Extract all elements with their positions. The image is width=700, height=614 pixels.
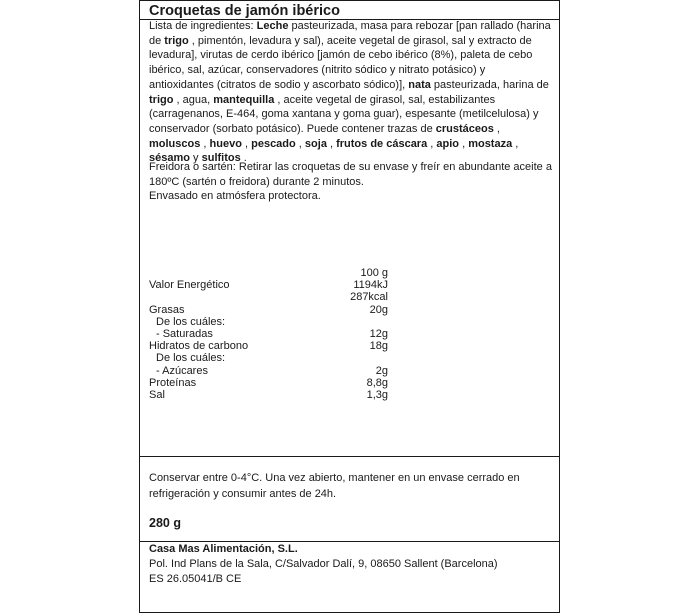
nutrition-row <box>149 316 389 328</box>
ingredient-text: Lista de ingredientes: <box>149 20 257 32</box>
nutrient-name: Sal <box>149 388 165 401</box>
ingredient-text: , <box>200 137 210 150</box>
storage-instructions <box>149 470 553 502</box>
allergen-text: apio <box>436 137 460 150</box>
ingredient-text: , <box>493 122 500 135</box>
ingredients-list <box>149 19 553 166</box>
nutrient-name: De los cuáles: <box>156 352 226 365</box>
allergen-text: sésamo <box>149 152 190 165</box>
ingredient-text: , <box>295 137 305 150</box>
allergen-text: trigo <box>164 34 189 47</box>
company-info <box>149 542 553 587</box>
nutrient-name: De los cuáles: <box>156 315 226 328</box>
company-address: Pol. Ind Plans de la Sala, C/Salvador Dalí, 9, 08650 Sallent (Barcelona) <box>149 558 498 570</box>
nutrition-per-amount: 100 g <box>360 267 388 279</box>
nutrition-row <box>149 304 389 316</box>
nutrition-row <box>149 279 389 291</box>
allergen-text: sulfitos <box>201 152 241 165</box>
ingredient-text: , <box>241 137 252 150</box>
nutrient-value: 20g <box>369 303 388 316</box>
allergen-text: soja <box>304 137 327 150</box>
preparation-line: 180ºC (sartén o freidora) durante 2 minutos. <box>149 175 364 188</box>
nutrient-value: 1194kJ <box>353 279 388 292</box>
net-weight: 280 g <box>149 516 181 530</box>
nutrient-value: 18g <box>369 340 388 353</box>
ingredient-text: pasteurizada, harina de <box>430 78 549 91</box>
nutrient-name: - Azúcares <box>156 364 208 377</box>
nutrition-header-row <box>149 267 389 279</box>
ingredient-text: , aceite vegetal de girasol, sal, estabilizantes (carragenanos, E-464, goma xantana y goma guar), espesante (metilcelulosa) y conservador (sorbato potásico). Puede contener trazas de <box>149 93 539 135</box>
nutrition-row <box>149 365 389 377</box>
nutrition-row <box>149 291 389 303</box>
nutrition-row <box>149 377 389 389</box>
preparation-instructions <box>149 160 553 204</box>
ingredient-text: , <box>427 137 437 150</box>
nutrient-value: 2g <box>375 364 388 377</box>
allergen-text: Leche <box>256 20 289 32</box>
nutrition-row <box>149 352 389 364</box>
product-label <box>139 0 560 613</box>
ingredient-text: , <box>326 137 337 150</box>
nutrition-row <box>149 389 389 401</box>
company-registry: ES 26.05041/B CE <box>149 573 242 585</box>
ingredient-text: , <box>459 137 469 150</box>
allergen-text: moluscos <box>149 137 201 150</box>
ingredient-text: . <box>240 152 247 165</box>
storage-line: refrigeración y consumir antes de 24h. <box>149 488 337 500</box>
nutrient-name: Valor Energético <box>149 279 230 292</box>
ingredient-text: , agua, <box>173 93 214 106</box>
nutrition-table <box>149 267 389 401</box>
storage-line: Conservar entre 0-4°C. Una vez abierto, mantener en un envase cerrado en <box>149 472 520 484</box>
nutrient-value: 287kcal <box>350 291 388 304</box>
allergen-text: frutos de cáscara <box>336 137 428 150</box>
preparation-line: Freidora o sartén: Retirar las croquetas de su envase y freír en abundante aceite a <box>149 161 552 173</box>
allergen-text: huevo <box>209 137 242 150</box>
nutrient-name: - Saturadas <box>156 327 213 340</box>
product-title: Croquetas de jamón ibérico <box>149 3 340 19</box>
packaging-note: Envasado en atmósfera protectora. <box>149 190 321 203</box>
nutrient-value: 8,8g <box>366 376 388 389</box>
ingredient-text: pasteurizada, masa para rebozar [pan rallado (harina de <box>149 20 551 47</box>
allergen-text: pescado <box>251 137 296 150</box>
nutrition-row <box>149 340 389 352</box>
nutrition-row <box>149 328 389 340</box>
allergen-text: mantequilla <box>213 93 275 106</box>
allergen-text: crustáceos <box>435 122 494 135</box>
nutrient-value: 12g <box>369 327 388 340</box>
allergen-text: nata <box>408 78 431 91</box>
nutrient-value: 1,3g <box>366 388 388 401</box>
nutrient-name: Proteínas <box>149 376 197 389</box>
divider-middle <box>140 456 559 457</box>
ingredient-text: , pimentón, levadura y sal), aceite vegetal de girasol, sal y extracto de levadura], virutas de cerdo ibérico [jamón de cebo ibérico (8%), paleta de cebo ibérico, sal, azúcar, conservadores (nitrito sódico y nitrato potásico) y antioxidantes (citratos de sodio y ascorbato sódico)], <box>149 34 533 91</box>
nutrient-name: Hidratos de carbono <box>149 340 249 353</box>
allergen-text: mostaza <box>468 137 513 150</box>
ingredient-text: y <box>189 152 202 165</box>
allergen-text: trigo <box>149 93 174 106</box>
company-name: Casa Mas Alimentación, S.L. <box>149 543 298 555</box>
ingredient-text: , <box>512 137 519 150</box>
nutrient-name: Grasas <box>149 303 185 316</box>
